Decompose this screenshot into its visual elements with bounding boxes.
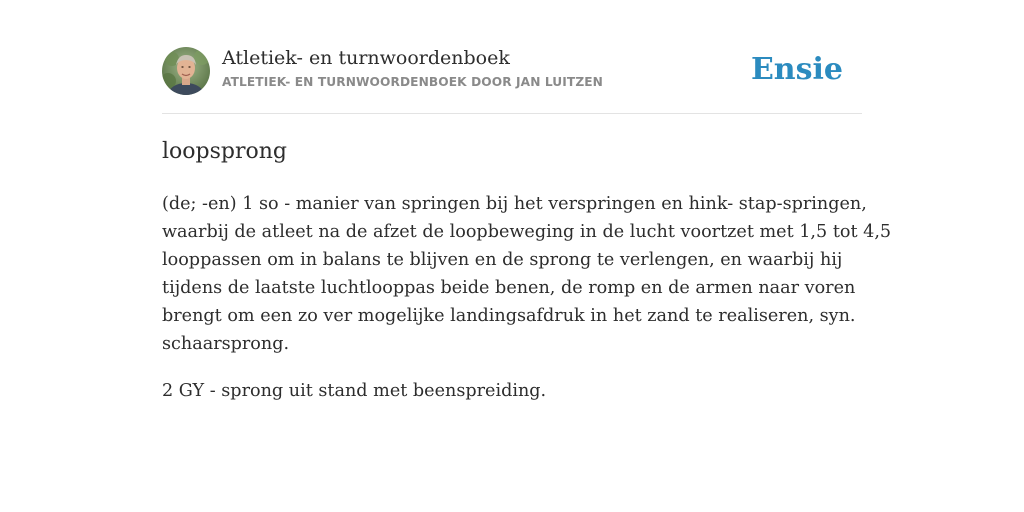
dictionary-subtitle[interactable]: ATLETIEK- EN TURNWOORDENBOEK DOOR JAN LUITZEN [222, 75, 603, 89]
entry-definition [162, 190, 892, 358]
author-photo-icon [162, 47, 210, 95]
definition-line: brengt om een zo ver mogelijke landingsafdruk in het zand te realiseren, syn. [162, 306, 856, 326]
ensie-logo[interactable]: Ensie [750, 52, 843, 87]
author-avatar[interactable] [162, 47, 210, 95]
definition-line: looppassen om in balans te blijven en de sprong te verlengen, en waarbij hij [162, 250, 843, 270]
definition-line: tijdens de laatste luchtlooppas beide benen, de romp en de armen naar voren [162, 278, 856, 298]
definition-line: schaarsprong. [162, 334, 290, 354]
definition-line: waarbij de atleet na de afzet de loopbeweging in de lucht voortzet met 1,5 tot 4,5 [162, 222, 892, 242]
entry-headword: loopsprong [162, 139, 287, 164]
dictionary-title[interactable]: Atletiek- en turnwoordenboek [222, 47, 510, 69]
entry-sense-2: 2 GY - sprong uit stand met beenspreiding. [162, 381, 547, 401]
definition-line: (de; -en) 1 so - manier van springen bij het verspringen en hink- stap-springen, [162, 194, 867, 214]
dictionary-header [162, 46, 862, 114]
